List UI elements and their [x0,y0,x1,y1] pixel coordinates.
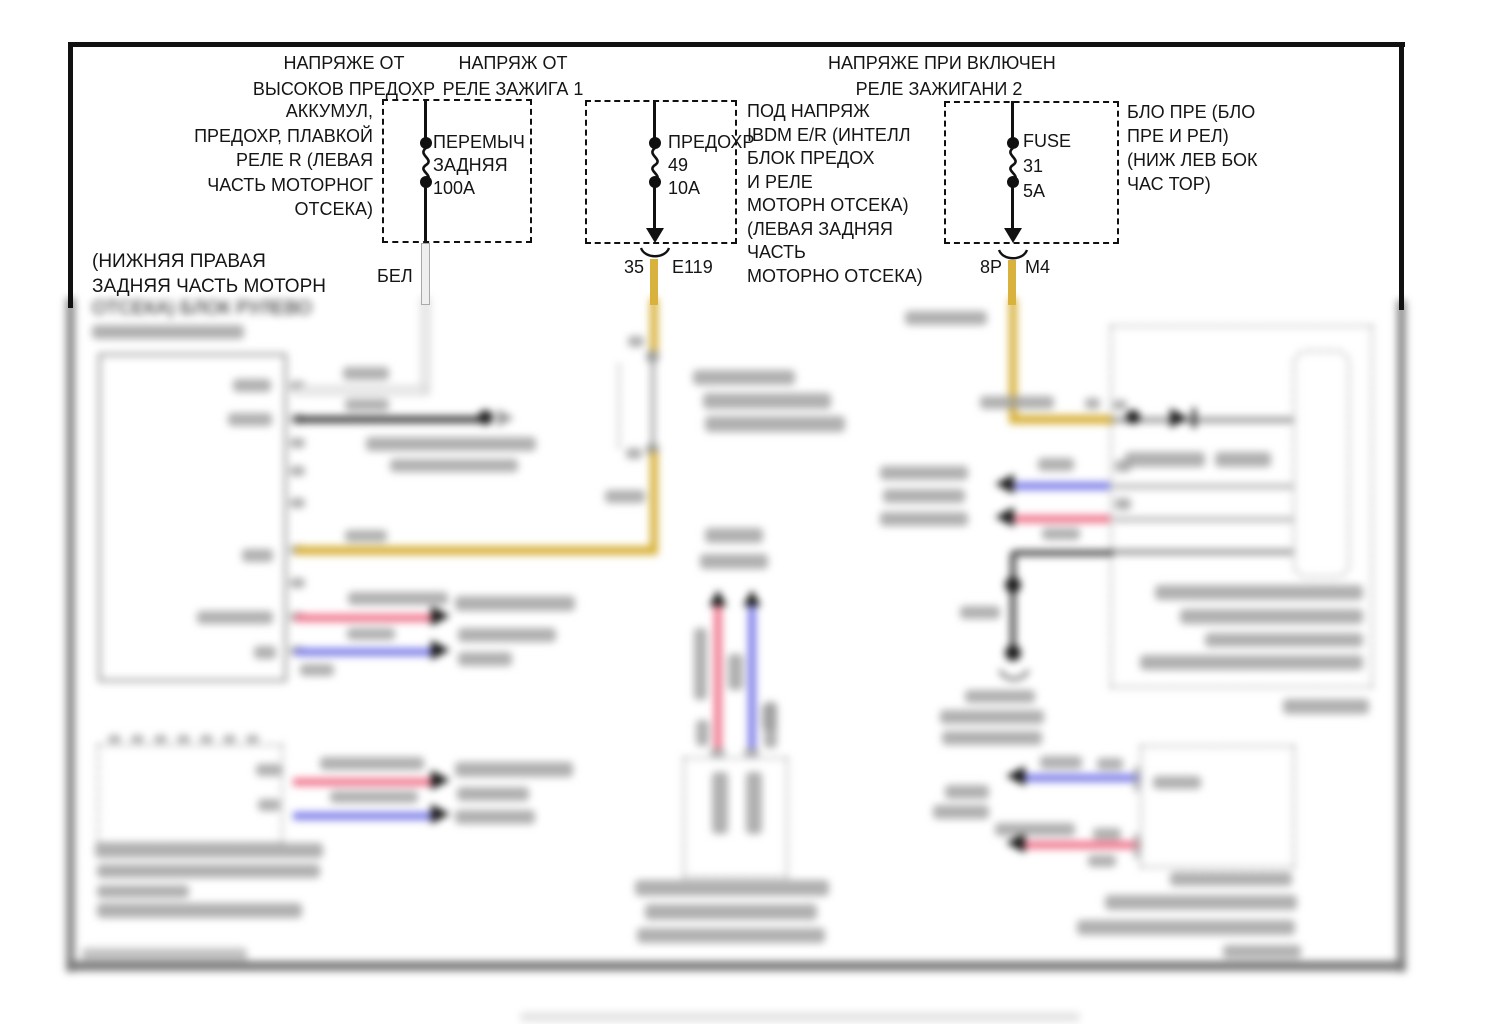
frame-border-left-blur [66,298,75,972]
arrow-right [431,640,450,660]
steering-angle-sensor-box [97,744,283,844]
pin-tick [290,498,305,508]
wire-yellow-vertical-lower [650,452,658,552]
pin-label-ign [242,549,273,562]
wire-white-vertical [421,298,430,394]
text-line: МОТОРНО ОТСЕКА) [747,265,923,286]
text-line: ЧАСТЬ [747,242,806,262]
pin-number [256,764,282,776]
pin-tick [290,466,305,476]
arrow-down [646,228,664,243]
fuse-number: 31 [1023,156,1044,176]
can-bus-label [700,554,768,569]
sensor-caption [95,843,323,858]
wire-color-label [300,664,334,676]
connector-edge [1134,766,1139,792]
fuse-wire [1011,101,1014,139]
meter-caption [1155,585,1363,600]
wire-color-label [605,490,645,503]
pin-number [1093,828,1121,840]
fuse-block-text [1127,100,1257,196]
wire-black-meter-ground [1013,550,1113,556]
fuse-name: ПЕРЕМЫЧ [433,132,525,152]
diode-dot [1126,410,1140,424]
text-line: РЕЛЕ R (ЛЕВАЯ [235,150,373,170]
text-line: БЛО ПРЕ (БЛО [1127,102,1256,122]
relay-dashed-edge [618,364,620,448]
pin-tick [246,735,259,743]
fuse-number: 49 [668,155,689,175]
meter-internal-wire [1113,417,1293,423]
meter-label [1125,452,1205,467]
pin-number [258,799,280,811]
wire-color-label [1042,528,1080,540]
connector-pin-35: 35 [623,257,644,277]
frame-border-bottom-blur [66,961,1406,971]
frame-border-left [68,42,73,308]
meter-caption [1205,633,1363,647]
wire-color-label [330,791,418,803]
arrow-left [1006,833,1025,853]
fuse-rating: 5А [1023,181,1046,201]
sensor-caption [97,885,189,898]
junction-dot [1005,577,1021,593]
arrow-left [995,474,1014,494]
arrow-up [743,590,761,606]
header-col2 [403,50,623,102]
frame-border-top [68,42,1405,47]
wire-color-label [348,592,448,605]
wire-color-label [345,530,387,542]
text-line: И РЕЛЕ [747,171,813,192]
connector-pin [728,654,743,690]
wire-color-label [995,823,1075,836]
module-caption [635,880,829,896]
text-line: МОТОРН ОТСЕКА) [747,195,909,215]
blur-bar [92,325,244,339]
bottom-left-caption-line3: ОТСЕКА) БЛОК РУЛЕВО [92,298,312,319]
pin-number [626,448,642,459]
connector-bump [710,748,725,757]
inline-connector-link [651,356,655,450]
fuse-rating: 10А [668,178,701,198]
ground-location-text [366,437,536,451]
can-bus-label [705,528,763,543]
text-line: БЛОК ПРЕДОХ [747,148,875,168]
text-line: ЧАСТЬ МОТОРНОГ [207,174,373,195]
meter-label [1215,452,1271,467]
text-line: IBDM E/R (ИНТЕЛЛ [747,124,911,145]
arrow-up [709,590,727,606]
fuse2-labels [668,131,754,200]
fuse-wire [424,186,427,244]
header-line: НАПРЯЖЕ ОТ [283,53,405,73]
connector-pin-8p: 8Р [979,257,1002,277]
wire-color-label [960,606,1000,619]
bottom-left-caption [92,250,326,299]
engine-control-module-box [1140,745,1295,868]
wire-can-blue [293,812,431,820]
wire-can-blue [1024,774,1140,782]
ground-arrow [497,409,514,427]
arrow-left [1006,766,1025,786]
pin-tick [290,578,305,588]
center-console-module-box [683,757,788,878]
can-bus-label [458,652,512,666]
ground-location-text [390,459,518,472]
module-caption [1105,895,1297,910]
wire-can-blue [1015,482,1110,490]
text-line: ОТСЕКА) [294,199,373,219]
pin-number [1088,855,1116,867]
ground-junction-dot [478,410,493,425]
pin-number [628,336,644,347]
fuse-wire [653,100,656,139]
ipdm-text [747,100,923,288]
can-bus-label [455,810,535,824]
relay-label [705,416,845,432]
arrow-right [431,804,450,824]
pin-number [1115,460,1131,472]
arrow-right [431,606,450,626]
wire-color-label [905,311,987,325]
text-line: (НИЖНЯЯ ПРАВАЯ [92,251,266,272]
wire-can-pink [295,614,431,622]
header-col3 [828,50,1056,102]
wire-yellow-horizontal-m4 [1009,415,1113,424]
wire-color-label [347,628,395,640]
inline-connector-pin [646,350,659,363]
can-bus-label [458,628,556,642]
connector-pin [762,704,777,730]
sensor-caption [97,864,320,878]
wire-can-blue-vertical [748,600,756,750]
relay-label [693,370,795,385]
pin-tick [131,735,144,743]
can-label [1153,776,1201,789]
module-caption [1170,872,1292,886]
pin-tick [154,735,167,743]
ground-location [942,731,1042,745]
wire-yellow-horizontal [295,546,658,555]
wire-color-bel: БЕЛ [377,266,413,286]
fuse1-labels [433,131,525,200]
pin-tick [177,735,190,743]
header-line: ВЫСОКОВ ПРЕДОХР [252,79,436,99]
text-line: АККУМУЛ, [285,101,373,121]
wire-yellow-clear [1008,260,1016,305]
pin-label-bat [233,379,271,392]
text-line: ЗАДНЯЯ ЧАСТЬ МОТОРН [92,275,326,297]
bottom-smudge [520,1012,1080,1022]
pin-number [1113,400,1127,410]
pin-label-gnd [228,413,272,426]
wire-color-label [343,367,389,380]
fuse-name: ЗАДНЯЯ [433,155,508,175]
watermark [82,948,247,962]
module-caption [1223,945,1301,958]
wire-white-horizontal [295,386,425,395]
text-line: ЧАС ТОР) [1127,174,1211,194]
wire-black-meter-ground-v [1010,552,1016,654]
pin-tick [108,735,121,743]
fuse-name: FUSE [1023,131,1072,151]
wire-can-blue [295,648,431,656]
can-bus-label [883,489,965,503]
meter-internal-wire [1113,549,1293,555]
ground-name [965,690,1035,703]
arrow-right [431,770,450,790]
meter-internal-wire [1113,517,1293,522]
wire-color-label [320,757,424,770]
can-label [1040,756,1082,769]
diode-bar [1192,408,1196,428]
frame-border-right [1399,42,1404,310]
pin-number [1115,498,1131,510]
wire-can-pink [1024,841,1140,849]
can-bus-label [945,785,989,799]
can-bus-label [455,596,575,611]
can-bus-label [933,805,989,819]
connector-m4: М4 [1025,257,1051,277]
pin-tick [200,735,213,743]
text-line: (ЛЕВАЯ ЗАДНЯЯ [747,218,893,239]
junction-dot [1005,645,1021,661]
text-line: ПРЕДОХР, ПЛАВКОЙ [194,125,373,146]
text-line: (НИЖ ЛЕВ БОК [1127,150,1258,170]
fuse-wire [424,99,427,139]
connector-edge [1134,833,1139,859]
arrow-left [995,507,1014,527]
wire-can-pink [1015,515,1110,523]
wire-color-label [980,396,1054,409]
can-bus-label [880,512,968,526]
module-caption [645,904,817,920]
wire-can-pink [293,778,431,786]
meter-inner-block [1293,350,1350,578]
pin-tick [290,438,305,448]
wire-color-label-vertical [696,720,709,746]
pin-label-can-l [197,611,273,624]
relay-label [703,393,831,409]
header-line: РЕЛЕ ЗАЖИГАНИ 2 [855,79,1023,99]
pin-number [1097,758,1123,770]
can-bus-label [455,762,573,777]
pin-number [1085,398,1100,409]
meter-caption [1140,655,1363,670]
wire-can-pink-vertical [714,600,722,750]
fuse-name: ПРЕДОХР [668,132,755,152]
wire-yellow-clear [650,259,658,305]
fuse3-labels [1023,129,1071,204]
module-caption [1077,920,1295,935]
pin-tick [223,735,236,743]
fuse-wire [1011,186,1014,230]
connector-pin [712,772,728,834]
sensor-caption [97,903,302,918]
wire-white-clear [421,243,430,305]
text-line: ПРЕ И РЕЛ) [1127,126,1229,146]
meter-caption [1180,609,1363,624]
steering-module-box [98,353,287,682]
battery-source-text [120,99,373,222]
can-bus-label [457,787,529,801]
connector-pin [746,772,762,834]
fuse-rating: 100А [433,178,476,198]
meter-name [1283,699,1369,714]
arrow-down [1004,228,1022,243]
wire-yellow-vertical-e119 [650,298,658,358]
fuse-wire [653,186,656,230]
wire-black-ground [295,416,483,423]
wire-color-label-vertical [694,628,707,700]
connector-e119: E119 [672,257,713,277]
pin-label-can-h [254,646,276,659]
wire-color-label [345,399,389,411]
connector-bump [744,748,759,757]
header-line: РЕЛЕ ЗАЖИГА 1 [442,79,584,99]
diode-arrow [1170,408,1188,428]
meter-internal-wire [1113,484,1293,489]
module-caption [637,928,825,943]
can-bus-label [880,466,968,480]
ground-bracket [998,668,1030,684]
frame-border-right-blur [1397,300,1406,972]
header-line: НАПРЯЖ ОТ [458,53,568,73]
can-label [1038,458,1074,471]
header-line: НАПРЯЖЕ ПРИ ВКЛЮЧЕН [828,53,1056,73]
ground-location [940,710,1044,724]
text-line: ПОД НАПРЯЖ [747,101,870,121]
